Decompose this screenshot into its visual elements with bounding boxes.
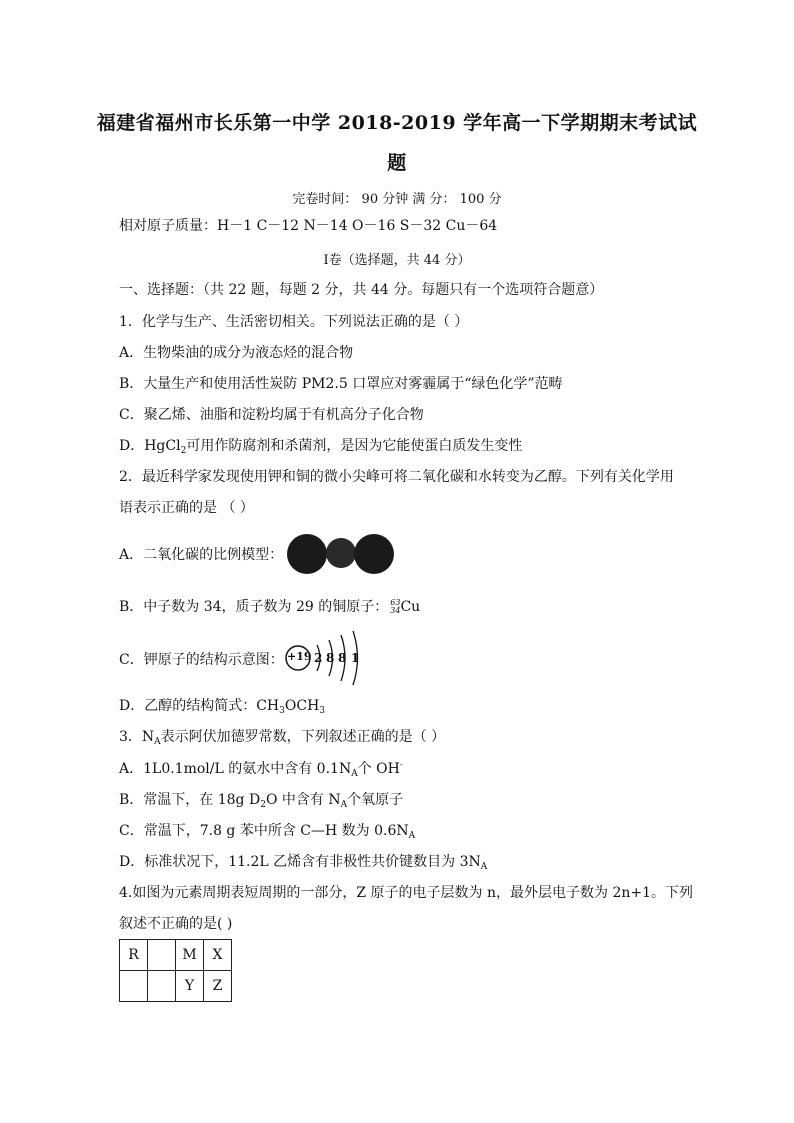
q1-option-a: A．生物柴油的成分为液态烃的混合物: [119, 345, 354, 361]
q4-stem-line2: 叙述不正确的是( ): [119, 916, 233, 932]
exam-info: 完卷时间： 90 分钟 满 分： 100 分: [292, 192, 502, 207]
q2-stem-line1: 2．最近科学家发现使用钾和铜的微小尖峰可将二氧化碳和水转变为乙醇。下列有关化学用: [119, 469, 674, 485]
table-cell: Y: [176, 971, 204, 1002]
q1-option-d: [119, 437, 522, 457]
table-row: [120, 971, 232, 1002]
q1-option-b: B．大量生产和使用活性炭防 PM2.5 口罩应对雾霾属于“绿色化学”范畴: [119, 376, 563, 392]
q3-option-a: [119, 760, 403, 780]
table-cell: X: [204, 940, 232, 971]
q3-stem-pre: 3．N: [119, 729, 155, 745]
q3-stem-post: 表示阿伏加德罗常数，下列叙述正确的是（ ）: [160, 729, 446, 745]
q3-a-post: 个 OH: [357, 761, 400, 777]
cu-mass-number: 63: [390, 598, 401, 607]
co2-space-filling-model-icon: [286, 533, 396, 575]
shell-4-electrons: 1: [351, 651, 360, 665]
nucleus-charge: +19: [287, 650, 312, 663]
q2-d-sub1: 3: [279, 706, 285, 716]
q3-a-sup: -: [399, 760, 403, 769]
q2-b-text: B．中子数为 34，质子数为 29 的铜原子：: [119, 599, 389, 615]
q2-option-a: A．二氧化碳的比例模型：: [119, 547, 284, 563]
q3-b-mid: O 中含有 N: [265, 792, 341, 808]
table-cell: Z: [204, 971, 232, 1002]
q1-d-pre: D．HgCl: [119, 438, 181, 454]
q3-stem-sub: A: [154, 737, 161, 747]
q2-d-sub2: 3: [319, 706, 326, 716]
q3-b-post: 个氧原子: [347, 792, 404, 808]
potassium-atom-diagram: [283, 630, 373, 686]
q3-d-sub: A: [480, 862, 488, 872]
table-row: [120, 940, 232, 971]
table-cell: [148, 971, 176, 1002]
section-heading: 一、选择题：（共 22 题，每题 2 分，共 44 分。每题只有一个选项符合题意）: [119, 282, 604, 298]
table-cell: [120, 971, 148, 1002]
q3-c-sub: A: [408, 831, 416, 841]
q2-d-pre: D．乙醇的结构简式：CH: [119, 698, 280, 714]
q3-d-pre: D．标准状况下，11.2L 乙烯含有非极性共价键数目为 3N: [119, 854, 481, 870]
q1-d-post: 可用作防腐剂和杀菌剂，是因为它能使蛋白质发生变性: [186, 438, 523, 454]
q3-b-pre: B．常温下，在 18g D: [119, 792, 261, 808]
q2-d-mid: OCH: [284, 698, 320, 714]
q3-a-pre: A．1L0.1mol/L 的氨水中含有 0.1N: [119, 761, 352, 777]
q2-option-c: C．钾原子的结构示意图：: [119, 652, 284, 668]
q3-c-pre: C．常温下，7.8 g 苯中所含 C—H 数为 0.6N: [119, 823, 409, 839]
q3-option-d: [119, 853, 487, 873]
q3-option-c: [119, 822, 415, 842]
q1-stem: 1．化学与生产、生活密切相关。下列说法正确的是（ ）: [119, 314, 469, 330]
cu-lower-number: 34: [390, 606, 401, 615]
shell-2-electrons: 8: [326, 651, 335, 665]
exam-title-line1: 福建省福州市长乐第一中学 2018-2019 学年高一下学期期末考试试: [96, 112, 698, 134]
table-cell: [148, 940, 176, 971]
atomic-masses: 相对原子质量：H－1 C－12 N－14 O－16 S－32 Cu－64: [119, 218, 498, 234]
q2-option-b: [119, 598, 420, 616]
q1-d-subscript: 2: [180, 446, 187, 456]
q3-a-sub: A: [351, 769, 358, 779]
cu-isotope-notation: [390, 599, 400, 615]
exam-title-line2: 题: [387, 152, 407, 174]
table-cell: R: [120, 940, 148, 971]
q2-stem-line2: 语表示正确的是 （ ）: [119, 500, 254, 516]
q3-b-sub2: A: [340, 800, 348, 810]
q4-stem-line1: 4.如图为元素周期表短周期的一部分，Z 原子的电子层数为 n，最外层电子数为 2n+1。下列: [119, 885, 694, 901]
q2-option-d: [119, 697, 325, 717]
table-cell: M: [176, 940, 204, 971]
part-heading: Ⅰ卷（选择题，共 44 分）: [323, 253, 471, 268]
q1-option-c: C．聚乙烯、油脂和淀粉均属于有机高分子化合物: [119, 407, 424, 423]
periodic-table-fragment: [119, 939, 232, 1002]
q3-stem: [119, 728, 445, 748]
shell-1-electrons: 2: [314, 651, 323, 665]
q3-b-sub: 2: [260, 800, 266, 810]
shell-3-electrons: 8: [338, 651, 347, 665]
cu-symbol: Cu: [400, 599, 421, 615]
q3-option-b: [119, 791, 403, 811]
